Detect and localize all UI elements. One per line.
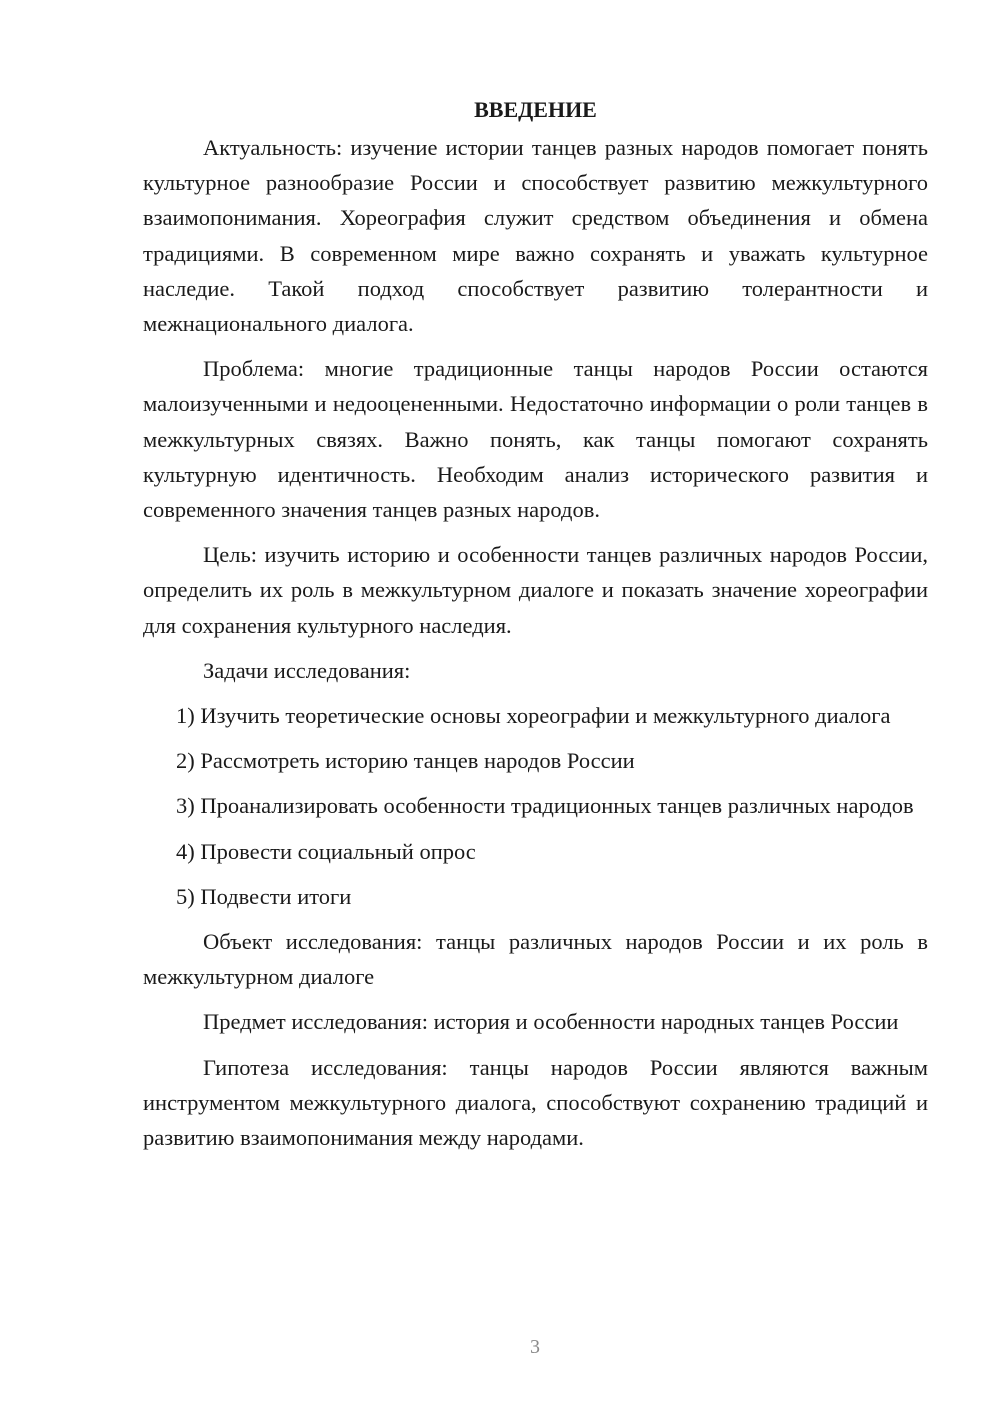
page-content (143, 92, 928, 1155)
paragraph-hypothesis: Гипотеза исследования: танцы народов России являются важным инструментом межкультурного диалога, способствуют сохранению традиций и развитию взаимопонимания между народами. (143, 1054, 928, 1151)
paragraph-relevance: Актуальность: изучение истории танцев разных народов помогает понять культурное разнообразие России и способствует развитию межкультурного взаимопонимания. Хореография служит средством объединения и обмена традициями. В современном мире важно сохранять и уважать культурное наследие. Такой подход способствует развитию толерантности и межнационального диалога. (143, 135, 928, 337)
task-item-5: 5) Подвести итоги (176, 883, 352, 909)
task-item-2: 2) Рассмотреть историю танцев народов России (176, 748, 635, 774)
paragraph-problem: Проблема: многие традиционные танцы народов России остаются малоизученными и недооцененными. Недостаточно информации о роли танцев в межкультурных связях. Важно понять, как танцы помогают сохранять культурную идентичность. Необходим анализ исторического развития и современного значения танцев разных народов. (143, 356, 928, 523)
task-item-1: 1) Изучить теоретические основы хореографии и межкультурного диалога (176, 703, 891, 729)
paragraph-subject: Предмет исследования: история и особенности народных танцев России (203, 1009, 899, 1035)
section-heading: ВВЕДЕНИЕ (474, 97, 597, 122)
paragraph-tasks-intro: Задачи исследования: (203, 657, 411, 683)
page-number: 3 (530, 1336, 540, 1358)
task-item-3: 3) Проанализировать особенности традиционных танцев различных народов (176, 793, 914, 819)
paragraph-object: Объект исследования: танцы различных народов России и их роль в межкультурном диалоге (143, 929, 928, 990)
task-item-4: 4) Провести социальный опрос (176, 838, 476, 864)
paragraph-goal: Цель: изучить историю и особенности танцев различных народов России, определить их роль в межкультурном диалоге и показать значение хореографии для сохранения культурного наследия. (143, 542, 928, 638)
